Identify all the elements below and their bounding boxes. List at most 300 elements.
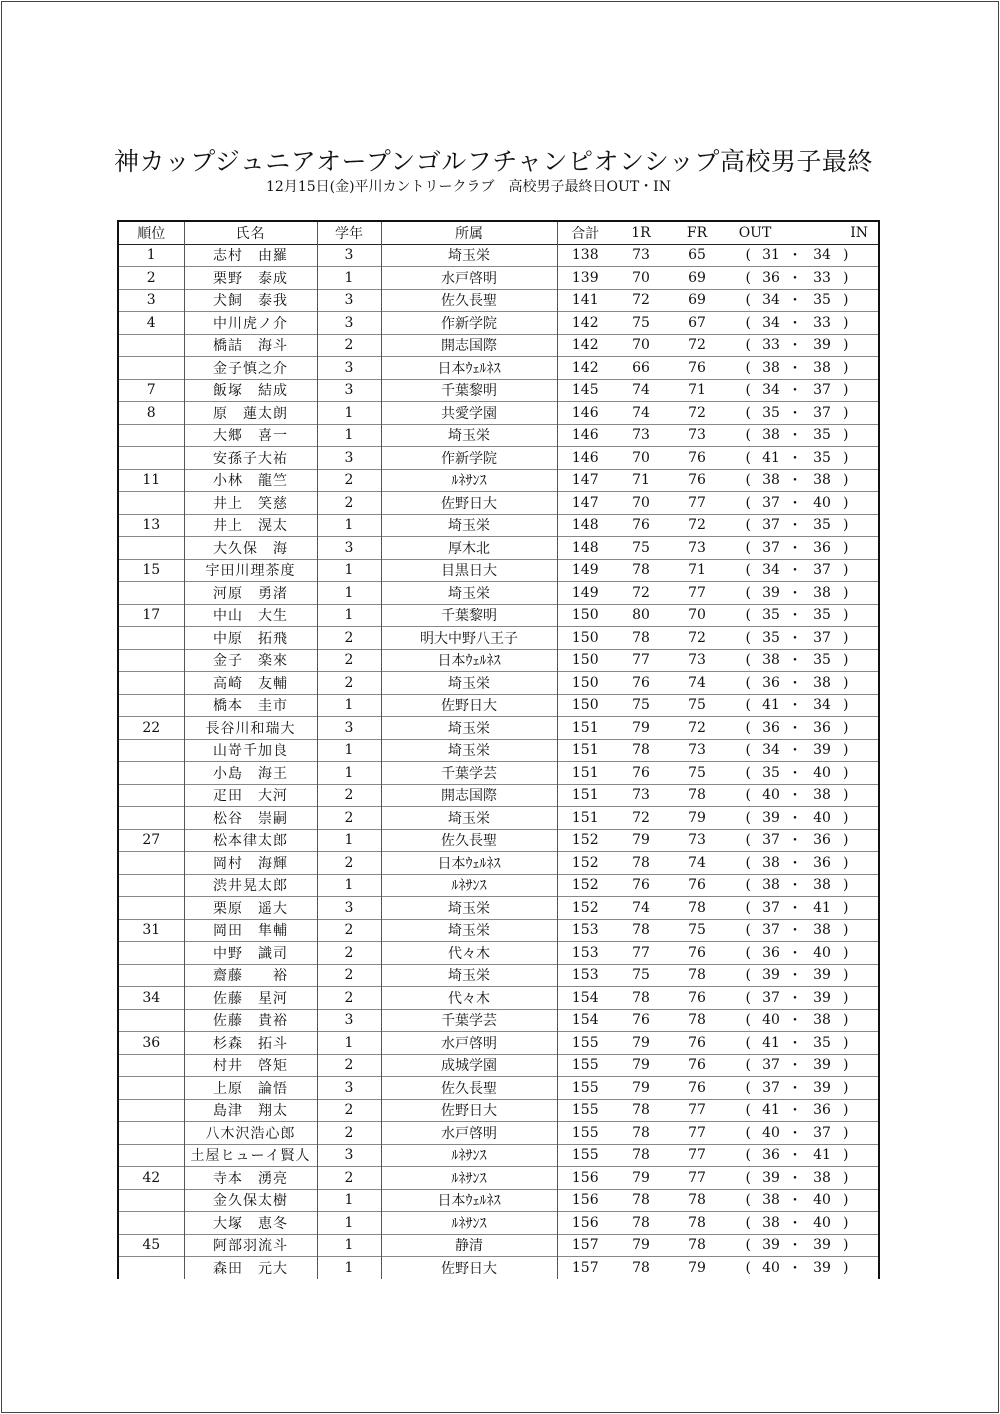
- paren-open: (: [745, 922, 751, 939]
- paren-close: ): [839, 424, 879, 447]
- grade-cell: 1: [317, 1212, 381, 1235]
- paren-open: (: [745, 832, 751, 849]
- paren-close: ): [839, 919, 879, 942]
- table-row: [118, 1077, 879, 1100]
- table-row: [118, 987, 879, 1010]
- r1-cell: 75: [632, 314, 650, 331]
- rank-cell: 11: [118, 469, 184, 492]
- fr-cell: 78: [688, 787, 706, 804]
- total-cell: 146: [571, 449, 599, 466]
- total-cell: 152: [571, 832, 599, 849]
- paren-open: (: [745, 1237, 751, 1254]
- in-cell: 41: [813, 1147, 831, 1164]
- school-cell: 埼玉栄: [381, 424, 557, 447]
- out-cell: 31: [762, 247, 780, 264]
- header-fr: FR: [686, 224, 708, 241]
- out-cell: 34: [762, 382, 780, 399]
- fr-cell: 76: [688, 989, 706, 1006]
- paren-open: (: [745, 359, 751, 376]
- paren-close: ): [839, 649, 879, 672]
- paren-open: (: [745, 854, 751, 871]
- rank-cell: 22: [118, 717, 184, 740]
- rank-cell: 1: [118, 244, 184, 267]
- fr-cell: 73: [688, 832, 706, 849]
- in-cell: 39: [813, 1237, 831, 1254]
- r1-cell: 78: [632, 989, 650, 1006]
- fr-cell: 69: [688, 269, 706, 286]
- grade-cell: 1: [317, 1032, 381, 1055]
- grade-cell: 1: [317, 829, 381, 852]
- grade-cell: 1: [317, 267, 381, 290]
- rank-cell: 4: [118, 312, 184, 335]
- name-cell: 松谷 崇嗣: [184, 807, 317, 830]
- fr-cell: 78: [688, 899, 706, 916]
- paren-close: ): [839, 312, 879, 335]
- rank-cell: [118, 357, 184, 380]
- table-row: [118, 244, 879, 267]
- grade-cell: 2: [317, 1054, 381, 1077]
- r1-cell: 78: [632, 742, 650, 759]
- school-cell: 開志国際: [381, 334, 557, 357]
- out-cell: 37: [762, 1079, 780, 1096]
- name-cell: 渋井晃太郎: [184, 874, 317, 897]
- grade-cell: 2: [317, 1167, 381, 1190]
- school-cell: 作新学院: [381, 312, 557, 335]
- rank-cell: 15: [118, 559, 184, 582]
- table-row: [118, 739, 879, 762]
- separator-dot: ・: [788, 788, 802, 805]
- in-cell: 40: [813, 764, 831, 781]
- r1-cell: 76: [632, 517, 650, 534]
- table-row: [118, 1257, 879, 1279]
- paren-close: ): [839, 784, 879, 807]
- paren-open: (: [745, 1079, 751, 1096]
- grade-cell: 3: [317, 289, 381, 312]
- out-cell: 40: [762, 1259, 780, 1276]
- fr-cell: 67: [688, 314, 706, 331]
- in-cell: 39: [813, 337, 831, 354]
- table-row: [118, 357, 879, 380]
- name-cell: 疋田 大河: [184, 784, 317, 807]
- separator-dot: ・: [788, 428, 802, 445]
- school-cell: 埼玉栄: [381, 964, 557, 987]
- out-cell: 33: [762, 337, 780, 354]
- r1-cell: 70: [632, 269, 650, 286]
- fr-cell: 76: [688, 1057, 706, 1074]
- grade-cell: 2: [317, 807, 381, 830]
- school-cell: 埼玉栄: [381, 244, 557, 267]
- school-cell: 日本ｳｪﾙﾈｽ: [381, 357, 557, 380]
- separator-dot: ・: [788, 338, 802, 355]
- school-cell: 千葉学芸: [381, 1009, 557, 1032]
- fr-cell: 77: [688, 494, 706, 511]
- separator-dot: ・: [788, 1103, 802, 1120]
- separator-dot: ・: [788, 315, 802, 332]
- in-cell: 39: [813, 1259, 831, 1276]
- school-cell: 水戸啓明: [381, 267, 557, 290]
- in-cell: 37: [813, 404, 831, 421]
- table-header-row: [118, 221, 879, 244]
- total-cell: 148: [571, 517, 599, 534]
- r1-cell: 75: [632, 697, 650, 714]
- paren-open: (: [745, 1034, 751, 1051]
- r1-cell: 76: [632, 877, 650, 894]
- school-cell: 代々木: [381, 987, 557, 1010]
- school-cell: 水戸啓明: [381, 1122, 557, 1145]
- separator-dot: ・: [788, 630, 802, 647]
- table-row: [118, 604, 879, 627]
- separator-dot: ・: [788, 945, 802, 962]
- header-grade: 学年: [317, 221, 381, 244]
- paren-open: (: [745, 674, 751, 691]
- grade-cell: 1: [317, 739, 381, 762]
- name-cell: 志村 由羅: [184, 244, 317, 267]
- name-cell: 大塚 恵冬: [184, 1212, 317, 1235]
- table-row: [118, 1009, 879, 1032]
- r1-cell: 79: [632, 1034, 650, 1051]
- r1-cell: 73: [632, 427, 650, 444]
- fr-cell: 79: [688, 1259, 706, 1276]
- name-cell: 島津 翔太: [184, 1099, 317, 1122]
- rank-cell: 7: [118, 379, 184, 402]
- table-row: [118, 582, 879, 605]
- paren-close: ): [839, 514, 879, 537]
- out-cell: 34: [762, 314, 780, 331]
- school-cell: 日本ｳｪﾙﾈｽ: [381, 852, 557, 875]
- paren-close: ): [839, 829, 879, 852]
- paren-open: (: [745, 1192, 751, 1209]
- table-row: [118, 289, 879, 312]
- name-cell: 河原 勇渚: [184, 582, 317, 605]
- out-cell: 34: [762, 562, 780, 579]
- paren-close: ): [839, 942, 879, 965]
- paren-close: ): [839, 469, 879, 492]
- rank-cell: [118, 424, 184, 447]
- paren-open: (: [745, 404, 751, 421]
- total-cell: 146: [571, 427, 599, 444]
- separator-dot: ・: [788, 473, 802, 490]
- paren-open: (: [745, 269, 751, 286]
- table-row: [118, 334, 879, 357]
- r1-cell: 80: [632, 607, 650, 624]
- table-row: [118, 1167, 879, 1190]
- table-row: [118, 897, 879, 920]
- rank-cell: [118, 1257, 184, 1279]
- separator-dot: ・: [788, 1238, 802, 1255]
- header-in: IN: [805, 221, 879, 244]
- grade-cell: 1: [317, 1189, 381, 1212]
- name-cell: 金子 楽來: [184, 649, 317, 672]
- r1-cell: 74: [632, 404, 650, 421]
- school-cell: 埼玉栄: [381, 807, 557, 830]
- paren-close: ): [839, 334, 879, 357]
- total-cell: 155: [571, 1102, 599, 1119]
- separator-dot: ・: [788, 743, 802, 760]
- fr-cell: 75: [688, 922, 706, 939]
- rank-cell: [118, 784, 184, 807]
- school-cell: 開志国際: [381, 784, 557, 807]
- table-row: [118, 469, 879, 492]
- total-cell: 151: [571, 809, 599, 826]
- name-cell: 長谷川和瑞大: [184, 717, 317, 740]
- in-cell: 33: [813, 269, 831, 286]
- school-cell: 明大中野八王子: [381, 627, 557, 650]
- header-total: 合計: [571, 225, 600, 242]
- grade-cell: 1: [317, 762, 381, 785]
- r1-cell: 70: [632, 449, 650, 466]
- paren-close: ): [839, 897, 879, 920]
- paren-close: ): [839, 762, 879, 785]
- rank-cell: 34: [118, 987, 184, 1010]
- paren-open: (: [745, 967, 751, 984]
- header-rank: 順位: [118, 221, 184, 244]
- r1-cell: 72: [632, 809, 650, 826]
- rank-cell: [118, 1122, 184, 1145]
- r1-cell: 75: [632, 967, 650, 984]
- paren-close: ): [839, 1009, 879, 1032]
- rank-cell: [118, 627, 184, 650]
- school-cell: 埼玉栄: [381, 739, 557, 762]
- total-cell: 150: [571, 652, 599, 669]
- fr-cell: 78: [688, 1214, 706, 1231]
- separator-dot: ・: [788, 1215, 802, 1232]
- total-cell: 155: [571, 1079, 599, 1096]
- table-row: [118, 492, 879, 515]
- document-title: 神カップジュニアオープンゴルフチャンピオンシップ高校男子最終: [114, 147, 873, 176]
- out-cell: 38: [762, 1214, 780, 1231]
- results-table: [117, 220, 880, 1279]
- in-cell: 35: [813, 292, 831, 309]
- paren-open: (: [745, 787, 751, 804]
- out-cell: 37: [762, 517, 780, 534]
- fr-cell: 69: [688, 292, 706, 309]
- total-cell: 157: [571, 1259, 599, 1276]
- paren-close: ): [839, 807, 879, 830]
- total-cell: 152: [571, 854, 599, 871]
- in-cell: 41: [813, 899, 831, 916]
- header-name: 氏名: [184, 221, 317, 244]
- table-row: [118, 672, 879, 695]
- table-row: [118, 514, 879, 537]
- in-cell: 36: [813, 539, 831, 556]
- out-cell: 38: [762, 854, 780, 871]
- in-cell: 36: [813, 719, 831, 736]
- name-cell: 小林 龍竺: [184, 469, 317, 492]
- total-cell: 145: [571, 382, 599, 399]
- out-cell: 38: [762, 1192, 780, 1209]
- grade-cell: 3: [317, 897, 381, 920]
- out-cell: 38: [762, 877, 780, 894]
- rank-cell: 42: [118, 1167, 184, 1190]
- r1-cell: 79: [632, 1169, 650, 1186]
- out-cell: 36: [762, 269, 780, 286]
- fr-cell: 71: [688, 382, 706, 399]
- rank-cell: [118, 1212, 184, 1235]
- school-cell: 千葉黎明: [381, 604, 557, 627]
- out-cell: 37: [762, 899, 780, 916]
- total-cell: 156: [571, 1192, 599, 1209]
- separator-dot: ・: [788, 1125, 802, 1142]
- r1-cell: 79: [632, 1237, 650, 1254]
- total-cell: 138: [571, 247, 599, 264]
- paren-close: ): [839, 267, 879, 290]
- separator-dot: ・: [788, 585, 802, 602]
- name-cell: 橋詰 海斗: [184, 334, 317, 357]
- out-cell: 41: [762, 1102, 780, 1119]
- rank-cell: [118, 762, 184, 785]
- school-cell: 成城学園: [381, 1054, 557, 1077]
- paren-open: (: [745, 742, 751, 759]
- r1-cell: 78: [632, 1214, 650, 1231]
- separator-dot: ・: [788, 563, 802, 580]
- out-cell: 38: [762, 359, 780, 376]
- grade-cell: 1: [317, 424, 381, 447]
- total-cell: 153: [571, 967, 599, 984]
- name-cell: 大郷 喜一: [184, 424, 317, 447]
- fr-cell: 76: [688, 1034, 706, 1051]
- total-cell: 151: [571, 719, 599, 736]
- grade-cell: 1: [317, 1234, 381, 1257]
- fr-cell: 73: [688, 427, 706, 444]
- fr-cell: 78: [688, 1192, 706, 1209]
- fr-cell: 72: [688, 404, 706, 421]
- paren-open: (: [745, 719, 751, 736]
- paren-close: ): [839, 627, 879, 650]
- r1-cell: 76: [632, 674, 650, 691]
- table-row: [118, 402, 879, 425]
- r1-cell: 79: [632, 719, 650, 736]
- grade-cell: 2: [317, 492, 381, 515]
- rank-cell: [118, 537, 184, 560]
- separator-dot: ・: [788, 450, 802, 467]
- paren-close: ): [839, 1099, 879, 1122]
- separator-dot: ・: [788, 990, 802, 1007]
- name-cell: 松本律太郎: [184, 829, 317, 852]
- separator-dot: ・: [788, 1260, 802, 1277]
- fr-cell: 72: [688, 629, 706, 646]
- separator-dot: ・: [788, 1058, 802, 1075]
- separator-dot: ・: [788, 405, 802, 422]
- in-cell: 35: [813, 652, 831, 669]
- separator-dot: ・: [788, 675, 802, 692]
- fr-cell: 77: [688, 1169, 706, 1186]
- grade-cell: 3: [317, 1077, 381, 1100]
- paren-open: (: [745, 382, 751, 399]
- in-cell: 37: [813, 562, 831, 579]
- paren-close: ): [839, 1144, 879, 1167]
- total-cell: 150: [571, 607, 599, 624]
- paren-close: ): [839, 717, 879, 740]
- in-cell: 37: [813, 629, 831, 646]
- table-row: [118, 919, 879, 942]
- paren-open: (: [745, 292, 751, 309]
- paren-open: (: [745, 472, 751, 489]
- r1-cell: 78: [632, 854, 650, 871]
- fr-cell: 72: [688, 719, 706, 736]
- r1-cell: 74: [632, 899, 650, 916]
- paren-close: ): [839, 1257, 879, 1279]
- total-cell: 147: [571, 494, 599, 511]
- r1-cell: 78: [632, 1124, 650, 1141]
- rank-cell: [118, 492, 184, 515]
- grade-cell: 1: [317, 874, 381, 897]
- out-cell: 35: [762, 629, 780, 646]
- out-cell: 36: [762, 674, 780, 691]
- separator-dot: ・: [788, 1035, 802, 1052]
- school-cell: 埼玉栄: [381, 514, 557, 537]
- total-cell: 149: [571, 584, 599, 601]
- fr-cell: 76: [688, 877, 706, 894]
- school-cell: 埼玉栄: [381, 672, 557, 695]
- paren-open: (: [745, 899, 751, 916]
- in-cell: 35: [813, 427, 831, 444]
- paren-open: (: [745, 247, 751, 264]
- paren-open: (: [745, 1012, 751, 1029]
- paren-close: ): [839, 559, 879, 582]
- table-row: [118, 379, 879, 402]
- out-cell: 36: [762, 719, 780, 736]
- r1-cell: 75: [632, 539, 650, 556]
- paren-open: (: [745, 539, 751, 556]
- paren-close: ): [839, 1032, 879, 1055]
- out-cell: 38: [762, 427, 780, 444]
- r1-cell: 78: [632, 922, 650, 939]
- paren-close: ): [839, 987, 879, 1010]
- table-row: [118, 559, 879, 582]
- name-cell: 大久保 海: [184, 537, 317, 560]
- out-cell: 40: [762, 1012, 780, 1029]
- separator-dot: ・: [788, 900, 802, 917]
- paren-open: (: [745, 427, 751, 444]
- paren-open: (: [745, 697, 751, 714]
- rank-cell: 27: [118, 829, 184, 852]
- paren-close: ): [839, 852, 879, 875]
- in-cell: 36: [813, 832, 831, 849]
- school-cell: 日本ｳｪﾙﾈｽ: [381, 649, 557, 672]
- total-cell: 150: [571, 697, 599, 714]
- paren-close: ): [839, 244, 879, 267]
- in-cell: 37: [813, 382, 831, 399]
- total-cell: 156: [571, 1169, 599, 1186]
- rank-cell: [118, 739, 184, 762]
- school-cell: 水戸啓明: [381, 1032, 557, 1055]
- r1-cell: 78: [632, 1192, 650, 1209]
- r1-cell: 79: [632, 1057, 650, 1074]
- total-cell: 156: [571, 1214, 599, 1231]
- rank-cell: [118, 447, 184, 470]
- total-cell: 152: [571, 899, 599, 916]
- grade-cell: 2: [317, 942, 381, 965]
- in-cell: 38: [813, 359, 831, 376]
- grade-cell: 1: [317, 604, 381, 627]
- rank-cell: [118, 694, 184, 717]
- table-row: [118, 537, 879, 560]
- rank-cell: [118, 1099, 184, 1122]
- grade-cell: 2: [317, 649, 381, 672]
- rank-cell: 13: [118, 514, 184, 537]
- in-cell: 40: [813, 809, 831, 826]
- separator-dot: ・: [788, 833, 802, 850]
- name-cell: 高崎 友輔: [184, 672, 317, 695]
- paren-close: ): [839, 1212, 879, 1235]
- paren-open: (: [745, 1169, 751, 1186]
- paren-open: (: [745, 1214, 751, 1231]
- rank-cell: [118, 1144, 184, 1167]
- separator-dot: ・: [788, 293, 802, 310]
- rank-cell: [118, 649, 184, 672]
- r1-cell: 76: [632, 764, 650, 781]
- total-cell: 146: [571, 404, 599, 421]
